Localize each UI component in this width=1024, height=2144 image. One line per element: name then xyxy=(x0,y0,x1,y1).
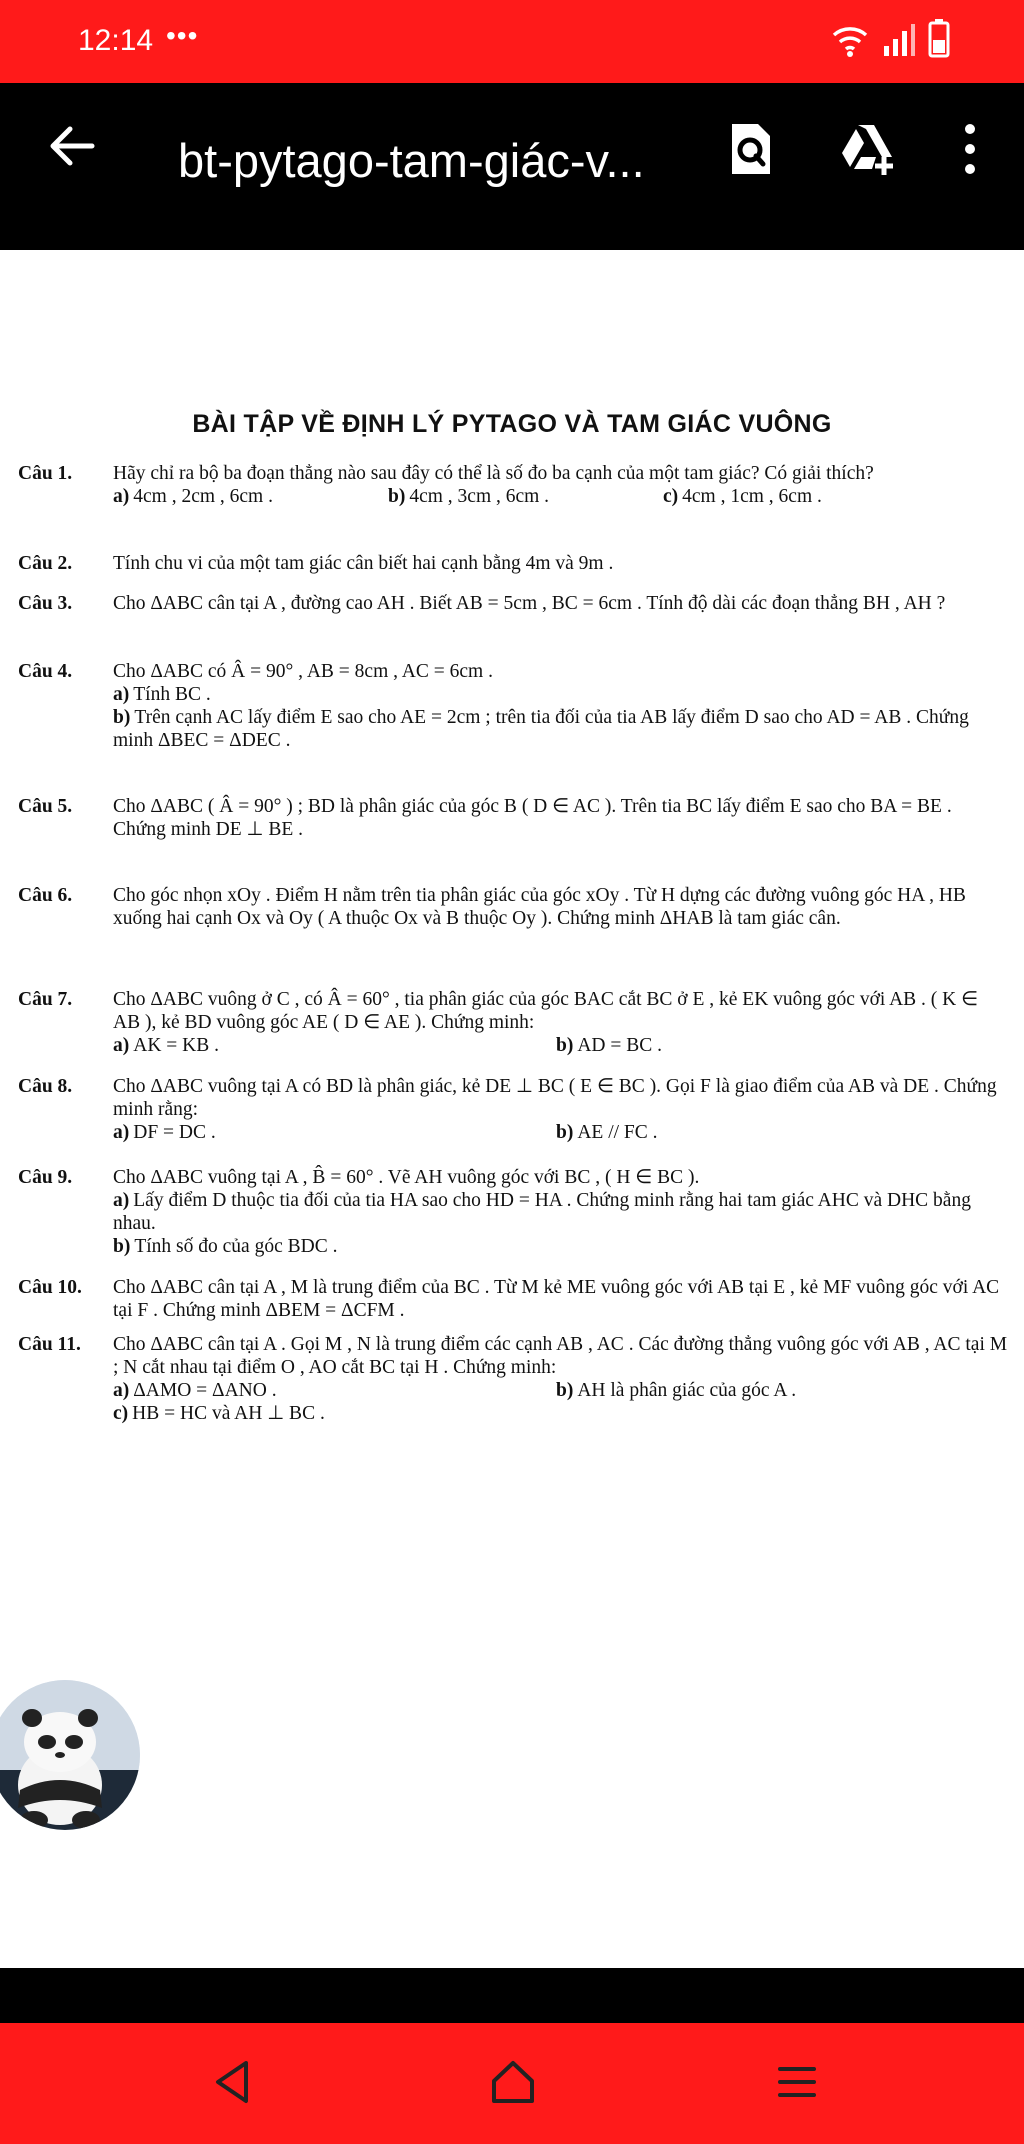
question-3 xyxy=(18,592,1008,615)
question-number: Câu 9. xyxy=(18,1167,73,1188)
sub-question-label: b) xyxy=(113,707,131,728)
answer-option xyxy=(113,485,388,508)
sub-question xyxy=(113,1235,1008,1258)
sub-question-text: Trên cạnh AC lấy điểm E sao cho AE = 2cm ; trên tia đối của tia AB lấy điểm D sao cho AD = AB . Chứng minh ΔBEC = ΔDEC . xyxy=(113,707,969,751)
question-5 xyxy=(18,795,1008,841)
question-body xyxy=(113,1075,1008,1144)
question-number: Câu 11. xyxy=(18,1334,81,1355)
option-label: b) xyxy=(388,486,406,507)
question-text: Tính chu vi của một tam giác cân biết hai cạnh bằng 4m và 9m . xyxy=(113,553,614,574)
sub-question-text: AK = KB . xyxy=(133,1035,220,1056)
question-1 xyxy=(18,462,1008,508)
sub-question-label: b) xyxy=(556,1122,574,1143)
question-number: Câu 3. xyxy=(18,593,73,614)
sub-question-text: ΔAMO = ΔANO . xyxy=(133,1380,277,1401)
sub-question-pair xyxy=(113,1379,1008,1402)
nav-menu-icon[interactable] xyxy=(772,2057,822,2107)
question-body xyxy=(113,462,1008,508)
nav-home-icon[interactable] xyxy=(488,2057,538,2107)
question-text: Cho ΔABC cân tại A . Gọi M , N là trung điểm các cạnh AB , AC . Các đường thẳng vuông góc với AB , AC tại M ; N cắt nhau tại điểm O , AO cắt BC tại H . Chứng minh: xyxy=(113,1334,1008,1378)
question-2 xyxy=(18,552,1008,575)
question-text: Cho ΔABC vuông tại A có BD là phân giác, kẻ DE ⊥ BC ( E ∈ BC ). Gọi F là giao điểm của AB và DE . Chứng minh rằng: xyxy=(113,1076,997,1120)
nav-divider xyxy=(0,1968,1024,2023)
sub-question-label: c) xyxy=(113,1403,129,1424)
search-document-icon[interactable] xyxy=(722,121,778,177)
sub-question-text: DF = DC . xyxy=(133,1122,216,1143)
sub-question xyxy=(556,1121,996,1144)
question-text: Cho ΔABC cân tại A , M là trung điểm của BC . Từ M kẻ ME vuông góc với AB tại E , kẻ MF vuông góc với AC tại F . Chứng minh ΔBEM = ΔCFM . xyxy=(113,1277,1000,1321)
sub-question-label: b) xyxy=(556,1380,574,1401)
sub-question xyxy=(113,1034,556,1057)
option-label: c) xyxy=(663,486,679,507)
battery-icon xyxy=(928,18,950,58)
sub-question-label: a) xyxy=(113,1122,130,1143)
answer-option xyxy=(388,485,663,508)
question-body xyxy=(113,884,1008,930)
question-text: Hãy chỉ ra bộ ba đoạn thẳng nào sau đây có thể là số đo ba cạnh của một tam giác? Có giải thích? xyxy=(113,463,874,484)
question-text: Cho ΔABC vuông tại A , B̂ = 60° . Vẽ AH vuông góc với BC , ( H ∈ BC ). xyxy=(113,1167,700,1188)
question-number: Câu 5. xyxy=(18,796,73,817)
nav-back-icon[interactable] xyxy=(208,2057,258,2107)
question-body xyxy=(113,660,1008,752)
question-text: Cho ΔABC vuông ở C , có Â = 60° , tia phân giác của góc BAC cắt BC ở E , kẻ EK vuông góc với AB . ( K ∈ AB ), kẻ BD vuông góc AE ( D ∈ AE ). Chứng minh: xyxy=(113,989,979,1033)
system-nav-bar xyxy=(0,2023,1024,2144)
app-bar xyxy=(0,83,1024,250)
question-text: Cho góc nhọn xOy . Điểm H nằm trên tia phân giác của góc xOy . Từ H dựng các đường vuông góc HA , HB xuống hai cạnh Ox và Oy ( A thuộc Ox và B thuộc Oy ). Chứng minh ΔHAB là tam giác cân. xyxy=(113,885,966,929)
status-icons xyxy=(830,18,950,58)
question-text: Cho ΔABC ( Â = 90° ) ; BD là phân giác của góc B ( D ∈ AC ). Trên tia BC lấy điểm E sao cho BA = BE . Chứng minh DE ⊥ BE . xyxy=(113,796,952,840)
sub-question-label: a) xyxy=(113,684,130,705)
sub-question-text: Tính BC . xyxy=(133,684,211,705)
question-body xyxy=(113,795,1008,841)
question-body xyxy=(113,1333,1008,1425)
question-10 xyxy=(18,1276,1008,1322)
sub-question-label: a) xyxy=(113,1380,130,1401)
question-8 xyxy=(18,1075,1008,1144)
question-number: Câu 10. xyxy=(18,1277,82,1298)
sub-question xyxy=(556,1034,996,1057)
sub-question xyxy=(113,706,1008,752)
sub-question-text: Tính số đo của góc BDC . xyxy=(134,1236,338,1257)
sub-question-pair xyxy=(113,1121,1008,1144)
sub-question-label: b) xyxy=(113,1236,131,1257)
question-body xyxy=(113,1166,1008,1258)
question-number: Câu 1. xyxy=(18,463,73,484)
sub-question-text: Lấy điểm D thuộc tia đối của tia HA sao cho HD = HA . Chứng minh rằng hai tam giác AHC và DHC bằng nhau. xyxy=(113,1190,971,1234)
status-time: 12:14 xyxy=(78,24,154,57)
back-arrow-icon[interactable] xyxy=(46,121,96,171)
question-text: Cho ΔABC có Â = 90° , AB = 8cm , AC = 6cm . xyxy=(113,661,493,682)
option-label: a) xyxy=(113,486,130,507)
sub-question-text: HB = HC và AH ⊥ BC . xyxy=(132,1403,325,1424)
document-heading: BÀI TẬP VỀ ĐỊNH LÝ PYTAGO VÀ TAM GIÁC VUÔNG xyxy=(192,410,832,438)
sub-question-label: a) xyxy=(113,1190,130,1211)
option-text: 4cm , 1cm , 6cm . xyxy=(682,486,822,507)
question-11 xyxy=(18,1333,1008,1425)
more-options-icon[interactable] xyxy=(942,121,998,177)
question-number: Câu 8. xyxy=(18,1076,73,1097)
add-to-drive-icon[interactable] xyxy=(838,121,894,177)
sub-question xyxy=(113,1402,1008,1425)
status-bar xyxy=(0,0,1024,83)
sub-question-text: AH là phân giác của góc A . xyxy=(577,1380,797,1401)
question-number: Câu 4. xyxy=(18,661,73,682)
question-7 xyxy=(18,988,1008,1057)
sub-question-text: AE // FC . xyxy=(577,1122,658,1143)
sub-question-label: a) xyxy=(113,1035,130,1056)
sub-question-label: b) xyxy=(556,1035,574,1056)
question-body xyxy=(113,552,1008,575)
question-9 xyxy=(18,1166,1008,1258)
sub-question xyxy=(556,1379,996,1402)
question-number: Câu 7. xyxy=(18,989,73,1010)
question-body xyxy=(113,592,1008,615)
wifi-icon xyxy=(830,22,870,58)
question-6 xyxy=(18,884,1008,930)
option-text: 4cm , 3cm , 6cm . xyxy=(409,486,550,507)
sub-question-text: AD = BC . xyxy=(577,1035,663,1056)
option-text: 4cm , 2cm , 6cm . xyxy=(133,486,273,507)
question-body xyxy=(113,1276,1008,1322)
sub-question xyxy=(113,1379,556,1402)
question-text: Cho ΔABC cân tại A , đường cao AH . Biết AB = 5cm , BC = 6cm . Tính độ dài các đoạn thẳng BH , AH ? xyxy=(113,593,946,614)
question-4 xyxy=(18,660,1008,752)
question-body xyxy=(113,988,1008,1057)
question-number: Câu 2. xyxy=(18,553,73,574)
document-title: bt-pytago-tam-giác-v... xyxy=(178,134,645,187)
sub-question xyxy=(113,1121,556,1144)
question-number: Câu 6. xyxy=(18,885,73,906)
notification-dots: ••• xyxy=(166,20,199,51)
sub-question-pair xyxy=(113,1034,1008,1057)
sub-question xyxy=(113,683,1008,706)
signal-icon xyxy=(882,22,916,58)
sub-question xyxy=(113,1189,1008,1235)
answer-options xyxy=(113,485,1008,508)
answer-option xyxy=(663,485,963,508)
